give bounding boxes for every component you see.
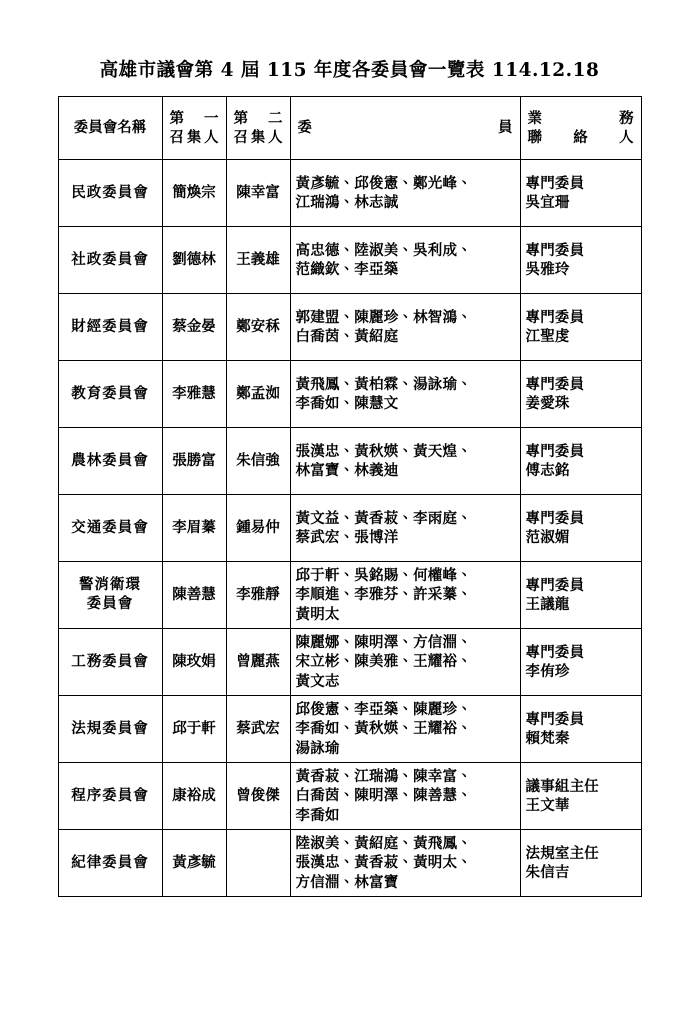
cell-committee-name: 警消衛環 委員會	[58, 562, 162, 629]
cell-committee-name: 社政委員會	[58, 227, 162, 294]
cell-members: 黃文益、黃香菽、李雨庭、 蔡武宏、張博洋	[290, 495, 520, 562]
cell-convener-2: 朱信強	[226, 428, 290, 495]
cell-members: 黃香菽、江瑞鴻、陳幸富、 白喬茵、陳明澤、陳善慧、 李喬如	[290, 763, 520, 830]
header-convener1-part3: 召	[169, 129, 184, 146]
table-row	[58, 495, 641, 562]
header-convener2-part1: 第	[233, 109, 248, 127]
header-convener2-part5: 人	[268, 129, 283, 146]
table-row	[58, 629, 641, 696]
header-convener2-part3: 召	[233, 129, 248, 146]
header-convener1-part2: 一	[204, 109, 219, 127]
cell-committee-name: 教育委員會	[58, 361, 162, 428]
table-header-row	[58, 97, 641, 160]
table-row	[58, 763, 641, 830]
cell-committee-name: 法規委員會	[58, 696, 162, 763]
cell-members: 黃彥毓、邱俊憲、鄭光峰、 江瑞鴻、林志誠	[290, 160, 520, 227]
cell-liaison: 專門委員 江聖虔	[520, 294, 641, 361]
cell-committee-name: 紀律委員會	[58, 830, 162, 897]
cell-liaison: 專門委員 傅志銘	[520, 428, 641, 495]
header-convener2-part4: 集	[250, 129, 266, 146]
header-committee-name: 委員會名稱	[58, 97, 162, 160]
cell-members: 黃飛鳳、黃柏霖、湯詠瑜、 李喬如、陳慧文	[290, 361, 520, 428]
cell-liaison: 法規室主任 朱信吉	[520, 830, 641, 897]
header-members-part2: 員	[498, 119, 513, 137]
table-row	[58, 428, 641, 495]
table-row	[58, 160, 641, 227]
cell-liaison: 議事組主任 王文華	[520, 763, 641, 830]
table-row	[58, 696, 641, 763]
cell-committee-name: 程序委員會	[58, 763, 162, 830]
table-row	[58, 361, 641, 428]
cell-convener-2: 蔡武宏	[226, 696, 290, 763]
header-convener2-part2: 二	[268, 109, 283, 127]
cell-members: 邱于軒、吳銘賜、何權峰、 李順進、李雅芬、許采蓁、 黃明太	[290, 562, 520, 629]
cell-convener-1: 張勝富	[162, 428, 226, 495]
cell-convener-2: 鄭孟洳	[226, 361, 290, 428]
table-row	[58, 294, 641, 361]
header-convener-1	[162, 97, 226, 160]
cell-convener-2: 曾麗燕	[226, 629, 290, 696]
committee-table	[58, 96, 642, 897]
cell-convener-1: 蔡金晏	[162, 294, 226, 361]
cell-liaison: 專門委員 賴梵秦	[520, 696, 641, 763]
header-liaison-part2: 務	[619, 109, 634, 127]
cell-members: 郭建盟、陳麗珍、林智鴻、 白喬茵、黃紹庭	[290, 294, 520, 361]
cell-convener-1: 陳玫娟	[162, 629, 226, 696]
cell-liaison: 專門委員 李侑珍	[520, 629, 641, 696]
header-liaison	[520, 97, 641, 160]
cell-committee-name: 民政委員會	[58, 160, 162, 227]
cell-convener-1: 李雅慧	[162, 361, 226, 428]
cell-convener-2: 曾俊傑	[226, 763, 290, 830]
cell-members: 陸淑美、黃紹庭、黃飛鳳、 張漢忠、黃香菽、黃明太、 方信淵、林富寶	[290, 830, 520, 897]
cell-convener-2: 李雅靜	[226, 562, 290, 629]
cell-committee-name: 財經委員會	[58, 294, 162, 361]
cell-convener-1: 李眉蓁	[162, 495, 226, 562]
cell-convener-1: 黃彥毓	[162, 830, 226, 897]
header-convener1-part5: 人	[204, 129, 219, 146]
cell-liaison: 專門委員 姜愛珠	[520, 361, 641, 428]
cell-convener-2	[226, 830, 290, 897]
cell-liaison: 專門委員 吳宜珊	[520, 160, 641, 227]
cell-convener-1: 陳善慧	[162, 562, 226, 629]
cell-members: 陳麗娜、陳明澤、方信淵、 宋立彬、陳美雅、王耀裕、 黃文志	[290, 629, 520, 696]
cell-members: 高忠德、陸淑美、吳利成、 范織欽、李亞築	[290, 227, 520, 294]
header-convener1-part1: 第	[169, 109, 184, 127]
cell-convener-1: 邱于軒	[162, 696, 226, 763]
table-row	[58, 830, 641, 897]
cell-members: 張漢忠、黃秋媖、黃天煌、 林富寶、林義迪	[290, 428, 520, 495]
cell-convener-2: 鄭安秝	[226, 294, 290, 361]
table-row	[58, 227, 641, 294]
cell-committee-name: 工務委員會	[58, 629, 162, 696]
cell-convener-1: 簡煥宗	[162, 160, 226, 227]
header-liaison-part5: 人	[619, 129, 634, 146]
header-liaison-part3: 聯	[527, 129, 542, 146]
cell-committee-name: 農林委員會	[58, 428, 162, 495]
cell-convener-2: 鍾易仲	[226, 495, 290, 562]
cell-liaison: 專門委員 王議龍	[520, 562, 641, 629]
cell-convener-1: 康裕成	[162, 763, 226, 830]
cell-convener-1: 劉德林	[162, 227, 226, 294]
header-members-part1: 委	[297, 119, 312, 137]
table-row	[58, 562, 641, 629]
table-body	[58, 160, 641, 897]
cell-liaison: 專門委員 吳雅玲	[520, 227, 641, 294]
cell-convener-2: 陳幸富	[226, 160, 290, 227]
header-liaison-part1: 業	[527, 109, 542, 127]
header-liaison-part4: 絡	[573, 129, 588, 146]
header-members	[290, 97, 520, 160]
page-title: 高雄市議會第 4 屆 115 年度各委員會一覽表 114.12.18	[99, 60, 600, 81]
header-convener-2	[226, 97, 290, 160]
cell-liaison: 專門委員 范淑媚	[520, 495, 641, 562]
header-convener1-part4: 集	[186, 129, 202, 146]
cell-committee-name: 交通委員會	[58, 495, 162, 562]
cell-members: 邱俊憲、李亞築、陳麗珍、 李喬如、黃秋媖、王耀裕、 湯詠瑜	[290, 696, 520, 763]
cell-convener-2: 王義雄	[226, 227, 290, 294]
